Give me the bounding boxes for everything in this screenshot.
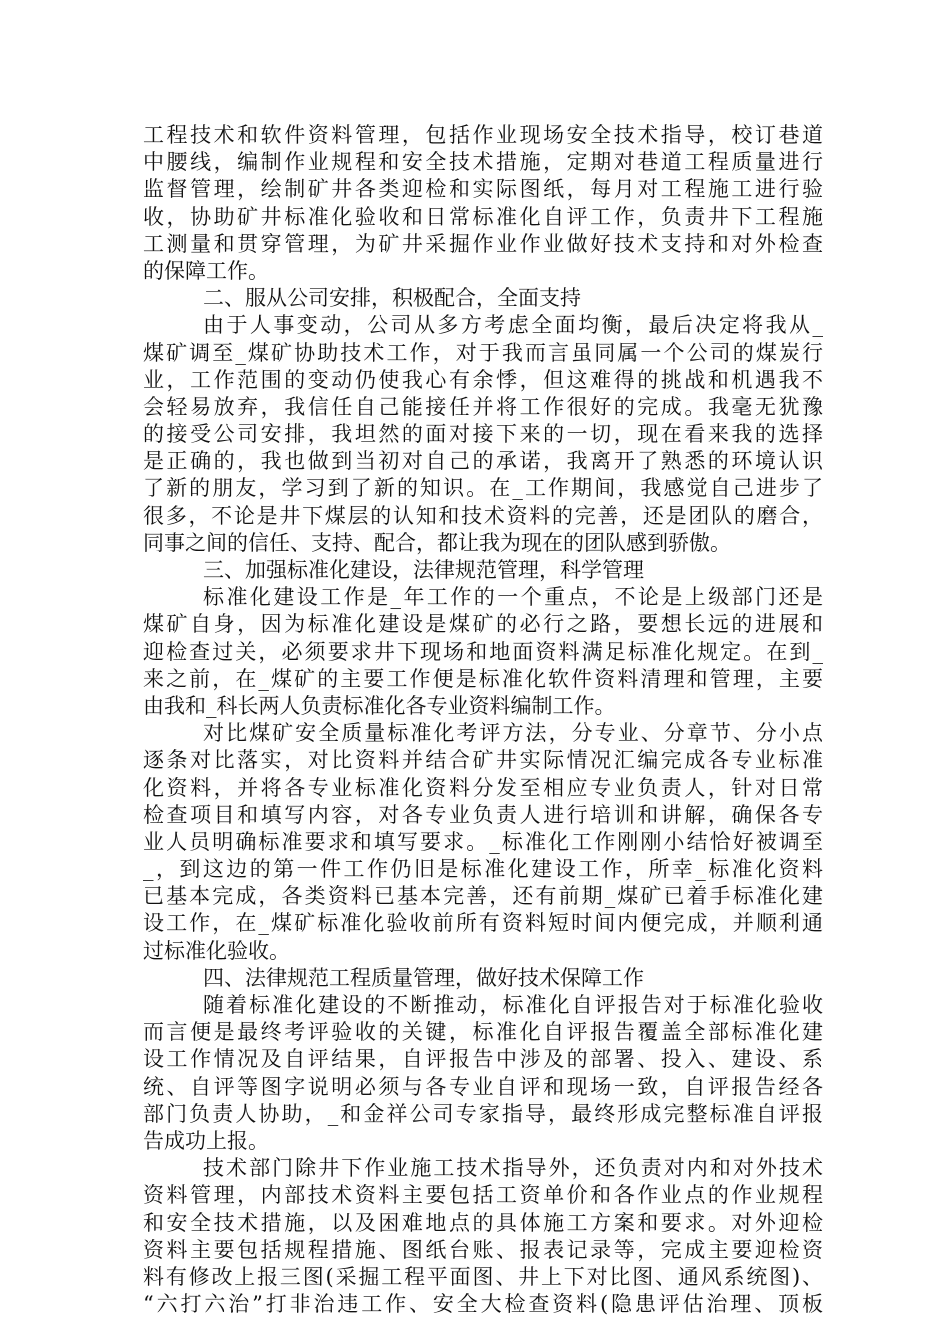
text-line: 工程技术和软件资料管理，包括作业现场安全技术指导，校订巷道	[143, 123, 823, 147]
paragraph-first-line: 技术部门除井下作业施工技术指导外，还负责对内和对外技术	[203, 1156, 823, 1181]
text-line: 而言便是最终考评验收的关键，标准化自评报告覆盖全部标准化建	[143, 1020, 823, 1045]
text-line: 设工作情况及自评结果，自评报告中涉及的部署、投入、建设、系	[143, 1047, 823, 1072]
text-line: 统、自评等图字说明必须与各专业自评和现场一致，自评报告经各	[143, 1074, 823, 1099]
text-line: 设工作，在_煤矿标准化验收前所有资料短时间内便完成，并顺利通	[143, 911, 823, 936]
text-line: 很多，不论是井下煤层的认知和技术资料的完善，还是团队的磨合，	[143, 503, 823, 528]
text-line: 了新的朋友，学习到了新的知识。在_工作期间，我感觉自己进步了	[143, 476, 823, 501]
text-line: 检查项目和填写内容，对各专业负责人进行培训和讲解，确保各专	[143, 802, 823, 827]
text-line: 收，协助矿井标准化验收和日常标准化自评工作，负责井下工程施	[143, 204, 823, 229]
text-line: 煤矿自身，因为标准化建设是煤矿的必行之路，要想长远的进展和	[143, 612, 823, 637]
text-line: 化资料，并将各专业标准化资料分发至相应专业负责人，针对日常	[143, 775, 823, 800]
section-heading-3: 三、加强标准化建设，法律规范管理，科学管理	[203, 558, 644, 582]
section-heading-2: 二、服从公司安排，积极配合，全面支持	[203, 286, 581, 311]
text-line: 煤矿调至_煤矿协助技术工作，对于我而言虽同属一个公司的煤炭行	[143, 340, 823, 365]
text-line: 料有修改上报三图(采掘工程平面图、井上下对比图、通风系统图)、	[143, 1264, 823, 1289]
text-line: 监督管理，绘制矿井各类迎检和实际图纸，每月对工程施工进行验	[143, 177, 823, 202]
paragraph-first-line: 标准化建设工作是_年工作的一个重点，不论是上级部门还是	[203, 585, 823, 610]
text-line: 业人员明确标准要求和填写要求。_标准化工作刚刚小结恰好被调至	[143, 829, 823, 854]
text-line: 部门负责人协助，_和金祥公司专家指导，最终形成完整标准自评报	[143, 1101, 823, 1126]
text-line: 告成功上报。	[143, 1128, 269, 1153]
text-line: 由我和_科长两人负责标准化各专业资料编制工作。	[143, 693, 616, 718]
text-line: “六打六治”打非治违工作、安全大检查资料(隐患评估治理、顶板	[143, 1292, 823, 1317]
paragraph-first-line: 对比煤矿安全质量标准化考评方法，分专业、分章节、分小点	[203, 721, 823, 746]
section-heading-4: 四、法律规范工程质量管理，做好技术保障工作	[203, 965, 644, 990]
text-line: 迎检查过关，必须要求井下现场和地面资料满足标准化规定。在到_	[143, 639, 823, 664]
document-body	[143, 122, 823, 1318]
text-line: 的接受公司安排，我坦然的面对接下来的一切，现在看来我的选择	[143, 422, 823, 447]
text-line: 和安全技术措施，以及困难地点的具体施工方案和要求。对外迎检	[143, 1210, 823, 1235]
text-line: 资料主要包括规程措施、图纸台账、报表记录等，完成主要迎检资	[143, 1237, 823, 1262]
text-line: 会轻易放弃，我信任自己能接任并将工作很好的完成。我毫无犹豫	[143, 394, 823, 419]
text-line: 过标准化验收。	[143, 938, 290, 963]
text-line: 是正确的，我也做到当初对自己的承诺，我离开了熟悉的环境认识	[143, 449, 823, 474]
text-line: 来之前，在_煤矿的主要工作便是标准化软件资料清理和管理，主要	[143, 666, 823, 691]
paragraph-first-line: 由于人事变动，公司从多方考虑全面均衡，最后决定将我从_	[203, 313, 823, 338]
text-line: 资料管理，内部技术资料主要包括工资单价和各作业点的作业规程	[143, 1183, 823, 1208]
text-line: 已基本完成，各类资料已基本完善，还有前期_煤矿已着手标准化建	[143, 884, 823, 909]
text-line: _，到这边的第一件工作仍旧是标准化建设工作，所幸_标准化资料	[143, 857, 823, 882]
text-line: 同事之间的信任、支持、配合，都让我为现在的团队感到骄傲。	[143, 530, 731, 555]
text-line: 业，工作范围的变动仍使我心有余悸，但这难得的挑战和机遇我不	[143, 367, 823, 392]
text-line: 的保障工作。	[143, 258, 269, 283]
text-line: 中腰线，编制作业规程和安全技术措施，定期对巷道工程质量进行	[143, 150, 823, 175]
text-line: 工测量和贯穿管理，为矿井采掘作业作业做好技术支持和对外检查	[143, 231, 823, 256]
paragraph-first-line: 随着标准化建设的不断推动，标准化自评报告对于标准化验收	[203, 993, 823, 1017]
text-line: 逐条对比落实，对比资料并结合矿井实际情况汇编完成各专业标准	[143, 748, 823, 773]
